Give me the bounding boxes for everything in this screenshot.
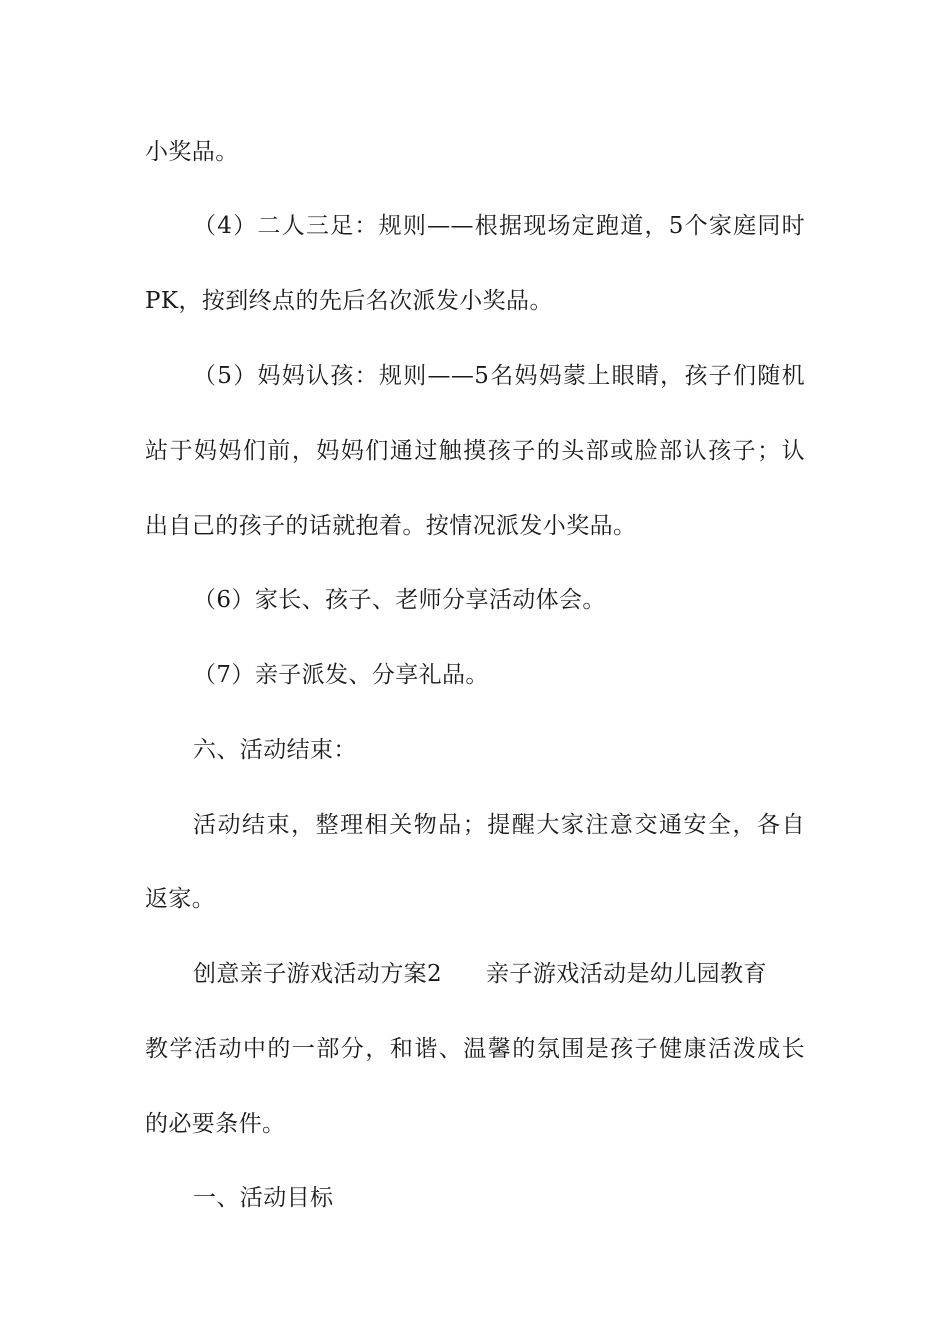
- text-line-7: （6）家长、孩子、老师分享活动体会。: [193, 587, 606, 613]
- text-line-11: 返家。: [145, 886, 216, 912]
- text-line-4: （5）妈妈认孩：规则——5名妈妈蒙上眼睛，孩子们随机: [193, 363, 805, 389]
- text-line-13: 教学活动中的一部分，和谐、温馨的氛围是孩子健康活泼成长: [145, 1036, 805, 1062]
- text-line-2: （4）二人三足：规则——根据现场定跑道，5个家庭同时: [193, 213, 805, 239]
- text-line-1: 小奖品。: [145, 139, 239, 165]
- intro-sentence-start: 亲子游戏活动是幼儿园教育: [486, 961, 767, 987]
- text-line-5: 站于妈妈们前，妈妈们通过触摸孩子的头部或脸部认孩子；认: [145, 438, 805, 464]
- text-line-14: 的必要条件。: [145, 1111, 286, 1137]
- section-heading-activity-goal: 一、活动目标: [193, 1185, 334, 1211]
- text-line-12: [193, 959, 805, 989]
- text-line-10: 活动结束，整理相关物品；提醒大家注意交通安全，各自: [193, 812, 805, 838]
- text-line-6: 出自己的孩子的话就抱着。按情况派发小奖品。: [145, 513, 637, 539]
- document-subtitle: 创意亲子游戏活动方案2: [193, 961, 443, 987]
- section-heading-activity-end: 六、活动结束：: [193, 737, 357, 763]
- text-line-8: （7）亲子派发、分享礼品。: [193, 662, 489, 688]
- text-line-3: PK，按到终点的先后名次派发小奖品。: [145, 288, 553, 314]
